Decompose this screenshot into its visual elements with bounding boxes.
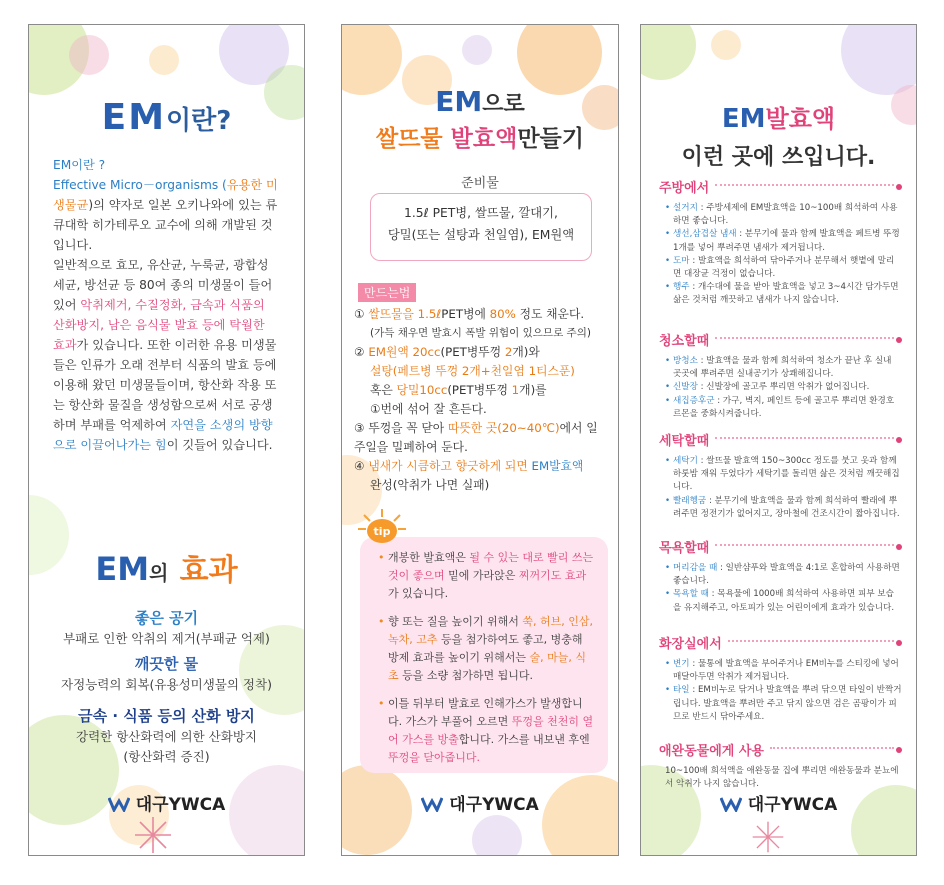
step-3: ③ 뚜껑을 꼭 닫아 따뜻한 곳(20~40℃)에서 일주일을 밀폐하여 둔다. bbox=[354, 421, 598, 454]
panel-usage bbox=[640, 24, 917, 856]
materials-box bbox=[370, 193, 592, 261]
em-definition: Effective Micro－organisms (유용한 미생물균)의 약자로 일본 오키나와에 있는 류큐대학 히가테루오 교수에 의해 개발된 것입니다. bbox=[53, 178, 278, 252]
usage-section bbox=[659, 633, 902, 724]
usage-section-heading: 화장실에서 bbox=[659, 633, 902, 652]
step-2-molasses: 혹은 당밀10cc(PET병뚜껑 1개)를 bbox=[370, 383, 547, 397]
tip-item: • 개봉한 발효액은 될 수 있는 대로 빨리 쓰는 것이 좋으며 밑에 가라앉은 찌꺼기도 효과가 있습니다. bbox=[378, 549, 594, 603]
usage-item: • 도마 : 발효액을 희석하여 닦아주거나 분무해서 햇볕에 말리면 대장균 걱정이 없습니다. bbox=[665, 255, 902, 281]
materials-line: 당밀(또는 설탕과 천일염), EM원액 bbox=[387, 228, 575, 242]
effect-body: 자정능력의 회복(유용성미생물의 정착) bbox=[61, 677, 272, 692]
usage-section-heading: 애완동물에게 사용 bbox=[659, 740, 902, 759]
ywca-mark-icon bbox=[421, 796, 443, 812]
materials-heading: 준비물 bbox=[461, 176, 499, 191]
usage-item: • 방청소 : 발효액을 물과 함께 희석하여 청소가 끝난 후 실내 곳곳에 뿌려주면 실내공기가 상쾌해집니다. bbox=[665, 355, 902, 381]
materials-line: 1.5ℓ PET병, 쌀뜨물, 깔대기, bbox=[404, 206, 558, 220]
step-2-sugar: 설탕(페트병 뚜껑 2개+천일염 1티스푼) bbox=[370, 364, 575, 378]
firework-icon bbox=[133, 815, 173, 855]
usage-section bbox=[659, 177, 902, 308]
usage-item: • 빨래헹굼 : 분무기에 발효액을 물과 함께 희석하여 빨래에 뿌려주면 정전기가 없어지고, 장마철에 건조시간이 짧아집니다. bbox=[665, 495, 902, 521]
effect-body: 부패로 인한 악취의 제거(부패균 억제) bbox=[63, 631, 270, 646]
tip-item: • 향 또는 질을 높이기 위해서 쑥, 허브, 인삼,녹차, 고추 등을 첨가하여도 좋고, 병충해 방제 효과를 높이기 위해서는 술, 마늘, 식초 등을 소량 첨가하면 됩니다. bbox=[378, 613, 594, 685]
usage-section-heading: 청소할때 bbox=[659, 330, 902, 349]
usage-item: • 타일 : EM비누로 닦거나 발효액을 뿌려 닦으면 타일이 반짝거립니다. 발효액을 뿌려만 주고 닦지 않으면 검은 곰팡이가 피므로 반드시 닦아주세요. bbox=[665, 684, 902, 724]
usage-item: • 설거지 : 주방세제에 EM발효액을 10~100배 희석하여 사용하면 좋습니다. bbox=[665, 202, 902, 228]
usage-item: • 새집증후군 : 가구, 벽지, 페인트 등에 골고루 뿌리면 환경호르몬을 중화시켜줍니다. bbox=[665, 395, 902, 421]
svg-text:tip: tip bbox=[373, 525, 391, 538]
tip-item: • 이틀 뒤부터 발효로 인해가스가 발생합니다. 가스가 부풀어 오르면 뚜껑을 천천히 열어 가스를 방출합니다. 가스를 내보낸 후엔 뚜껑을 닫아줍니다. bbox=[378, 695, 594, 767]
effect-heading: 좋은 공기 bbox=[134, 609, 199, 627]
usage-section bbox=[659, 537, 902, 615]
tip-box bbox=[360, 537, 608, 773]
usage-section bbox=[659, 330, 902, 421]
panel-how-to-make bbox=[341, 24, 619, 856]
ywca-logo: 대구YWCA bbox=[342, 790, 618, 815]
effects-title: EM의 효과 bbox=[95, 550, 238, 588]
step-1: ① 쌀뜨물을 1.5ℓPET병에 80% 정도 채운다. bbox=[354, 307, 585, 321]
effect-body: 강력한 항산화력에 의한 산화방지 bbox=[76, 729, 257, 744]
step-4-done: 완성(악취가 나면 실패) bbox=[370, 478, 490, 492]
usage-item: • 목욕할 때 : 목욕물에 1000배 희석하여 사용하면 피부 보습을 유지해주고, 아토피가 있는 어린이에게 효과가 있습니다. bbox=[665, 588, 902, 614]
usage-item: • 세탁기 : 쌀뜨물 발효액 150~300cc 정도를 붓고 옷과 함께 하룻밤 재워 두었다가 세탁기를 돌리면 삶은 것처럼 깨끗해집니다. bbox=[665, 455, 902, 495]
step-2: ② EM원액 20cc(PET병뚜껑 2개)와 bbox=[354, 345, 540, 359]
firework-icon bbox=[751, 820, 785, 854]
usage-item: • 변기 : 물통에 발효액을 부어주거나 EM비누를 스티킹에 넣어 매달아두면 악취가 제거됩니다. bbox=[665, 658, 902, 684]
step-2-mix: ①번에 섞어 잘 흔든다. bbox=[370, 402, 487, 416]
em-question: EM이란 ? bbox=[53, 158, 106, 172]
usage-item: • 생선,삼겹살 냄새 : 분무기에 물과 함께 발효액을 페트병 뚜껑 1개를 넣어 뿌려주면 냄새가 제거됩니다. bbox=[665, 228, 902, 254]
usage-item: • 신발장 : 신발장에 골고루 뿌리면 악취가 없어집니다. bbox=[665, 381, 902, 394]
panel1-title: EM이란? bbox=[101, 97, 232, 138]
tip-sun-icon bbox=[356, 509, 408, 549]
ywca-logo: 대구YWCA bbox=[641, 790, 916, 815]
panel-what-is-em bbox=[28, 24, 305, 856]
usage-section bbox=[659, 740, 902, 791]
effects-list bbox=[29, 607, 304, 767]
method-label: 만드는법 bbox=[358, 283, 416, 302]
effect-heading: 깨끗한 물 bbox=[134, 655, 199, 673]
usage-item: • 머리감을 때 : 일반샴푸와 발효액을 4:1로 혼합하여 사용하면 좋습니다. bbox=[665, 562, 902, 588]
usage-section bbox=[659, 430, 902, 521]
ywca-logo: 대구YWCA bbox=[29, 790, 304, 815]
ywca-mark-icon bbox=[108, 796, 130, 812]
em-effects-text: 일반적으로 효모, 유산균, 누룩균, 광합성 세균, 방선균 등 80여 종의 미생물이 들어 있어 악취제거, 수질정화, 금속과 식품의 산화방지, 남은 음식물 발효 등에 탁월한 효과가 있습니다. 또한 이러한 유용 미생물들은 인류가 오래 전부터 식품의 발효 등에 이용해 왔던 미생물들이며, 항산화 작용 또는 항산화 물질을 생성함으로써 서로 공생하며 부패를 억제하여 자연을 소생의 방향으로 이끌어나가는 힘이 깃들어 있습니다. bbox=[53, 258, 277, 452]
usage-section-heading: 목욕할때 bbox=[659, 537, 902, 556]
usage-section-heading: 세탁할때 bbox=[659, 430, 902, 449]
panel3-title: EM발효액 이런 곳에 쓰입니다. bbox=[681, 104, 876, 170]
panel2-title: EM으로 쌀뜨물 발효액만들기 bbox=[376, 85, 584, 152]
effect-heading: 금속 · 식품 등의 산화 방지 bbox=[78, 707, 255, 725]
usage-section-heading: 주방에서 bbox=[659, 177, 902, 196]
steps-list bbox=[342, 305, 618, 495]
step-1-note: (가득 채우면 발효시 폭발 위험이 있으므로 주의) bbox=[370, 327, 591, 339]
step-4: ④ 냄새가 시큼하고 향긋하게 되면 EM발효액 bbox=[354, 459, 584, 473]
em-description bbox=[29, 155, 304, 455]
effect-body: (항산화력 증진) bbox=[123, 749, 210, 764]
ywca-mark-icon bbox=[720, 796, 742, 812]
usage-item: • 행주 : 개수대에 물을 받아 발효액을 넣고 3~4시간 담가두면 삶은 것처럼 깨끗하고 냄새가 나지 않습니다. bbox=[665, 281, 902, 307]
usage-item: 10~100배 희석액을 애완동물 집에 뿌리면 애완동물과 분뇨에서 악취가 나지 않습니다. bbox=[665, 766, 899, 790]
